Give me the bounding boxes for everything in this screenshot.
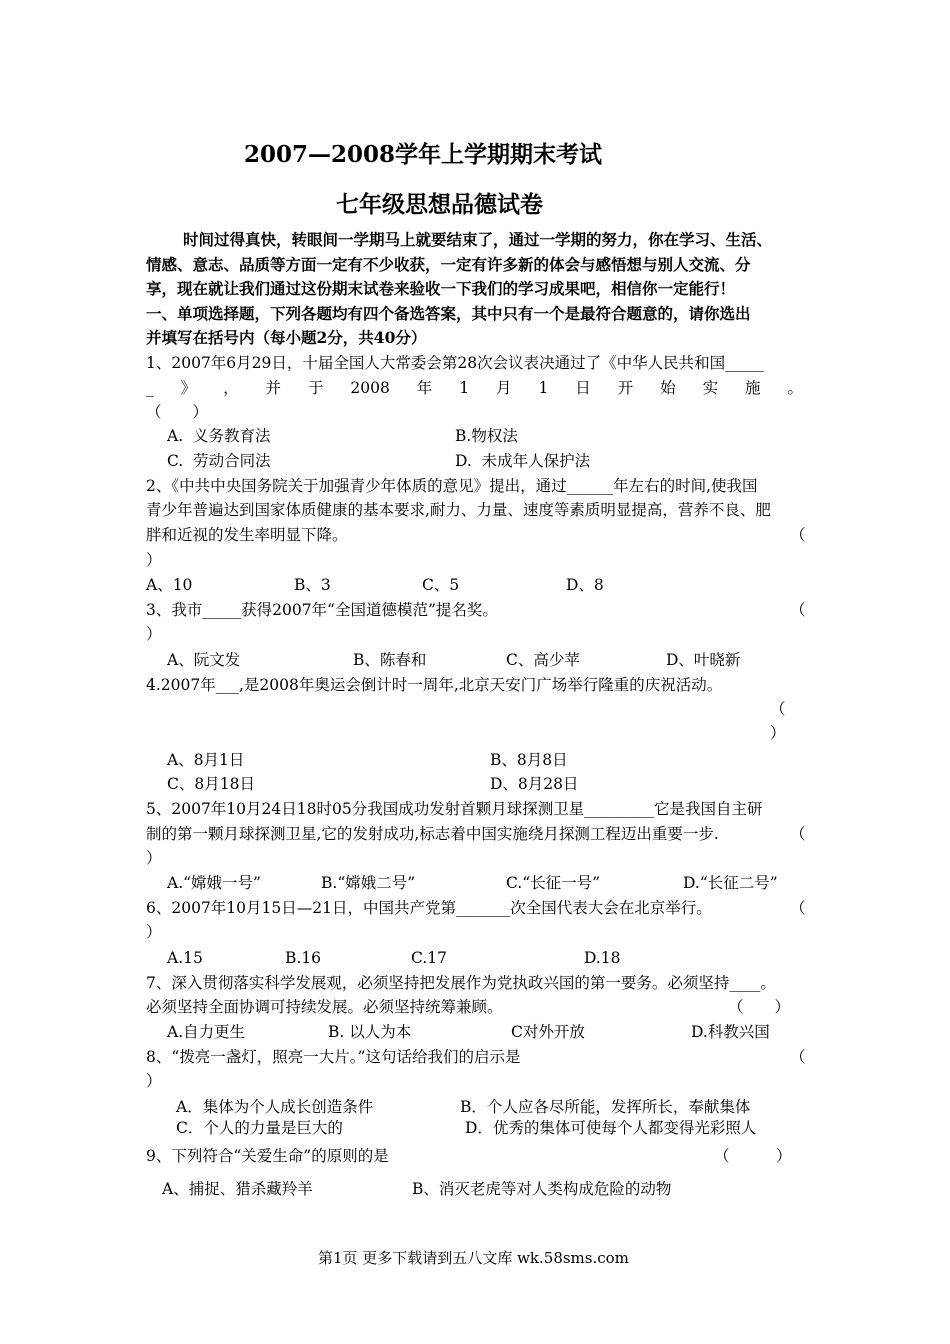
q1-token: 月 [496,379,512,397]
option-c: C对外开放 [511,1023,585,1041]
option-d: D、8 [566,576,604,594]
q1-token: 开 [617,379,634,397]
q1-token: _ [146,379,154,397]
question-4: 4.2007年___,是2008年奥运会倒计时一周年,北京天安门广场举行隆重的庆祝活动。 [146,676,723,694]
option-c: C、8月18日 [167,775,255,793]
option-a: A、8月1日 [167,751,245,769]
answer-paren-close[interactable]: ） [146,625,162,643]
intro-line: 享，现在就让我们通过这份期末试卷来验收一下我们的学习成果吧，相信你一定能行！ [146,279,736,298]
question-1: 1、2007年6月29日，十届全国人大常委会第28次会议表决通过了《中华人民共和国_____ [146,354,764,372]
answer-paren[interactable]: （ ） [728,998,791,1016]
q1-token: 1 [459,379,470,397]
option-a: A、阮文发 [167,651,241,669]
option-b: B.物权法 [455,427,518,445]
question-1-line2 [146,378,803,398]
option-a: A、捕捉、猎杀藏羚羊 [162,1180,313,1198]
q1-token: 日 [575,379,591,397]
option-c: C、5 [422,576,460,594]
q1-token: 1 [538,379,549,397]
option-d: D．优秀的集体可使每个人都变得光彩照人 [465,1119,757,1137]
option-b: B、3 [294,576,331,594]
option-d: D.“长征二号” [683,874,778,892]
q1-token: 》 [180,379,197,397]
option-c: C.17 [411,949,447,967]
answer-paren-close[interactable]: ） [146,1072,162,1090]
answer-paren-open[interactable]: （ [770,700,786,718]
question-6: 6、2007年10月15日—21日，中国共产党第_______次全国代表大会在北京举行。 [146,899,712,917]
option-a: A．集体为个人成长创造条件 [176,1098,374,1116]
answer-paren-close[interactable]: ） [770,724,786,742]
question-9: 9、下列符合“关爱生命”的原则的是 [146,1147,389,1165]
question-3: 3、我市_____获得2007年“全国道德模范”提名奖。 [146,601,498,619]
option-d: D、8月28日 [490,775,579,793]
answer-paren[interactable]: （ ） [146,403,209,421]
answer-paren-close[interactable]: ） [146,923,162,941]
option-a: A、10 [146,576,193,594]
q1-token: 2008 [350,379,390,397]
answer-paren-open[interactable]: （ [790,1048,806,1066]
option-d: D.科教兴国 [691,1023,770,1041]
option-d: D. 未成年人保护法 [455,452,591,470]
q1-token: 于 [307,379,324,397]
q1-token: 始 [660,379,676,397]
q1-token: 施 [745,379,761,397]
option-b: B、8月8日 [490,751,568,769]
question-2: 2、《中共中央国务院关于加强青少年体质的意见》提出，通过______年左右的时间,使我国 [146,477,758,495]
question-5: 5、2007年10月24日18时05分我国成功发射首颗月球探测卫星_________它是我国自主研 [146,800,763,818]
option-c: C.“长征一号” [506,874,601,892]
option-c: C. 劳动合同法 [167,452,271,470]
intro-line: 情感、意志、品质等方面一定有不少收获，一定有许多新的体会与感悟想与别人交流、分 [146,255,751,274]
intro-line: 时间过得真快，转眼间一学期马上就要结束了，通过一学期的努力，你在学习、生活、 [183,230,773,249]
answer-paren-open[interactable]: （ [790,825,806,843]
option-c: C、高少苹 [506,651,580,669]
answer-paren-close[interactable]: ） [146,551,162,569]
option-d: D.18 [584,949,621,967]
option-a: A. 义务教育法 [167,427,271,445]
option-b: B.“嫦娥二号” [321,874,416,892]
section-heading: 一、单项选择题，下列各题均有四个备选答案，其中只有一个是最符合题意的，请你选出 [146,304,751,323]
question-5: 制的第一颗月球探测卫星,它的发射成功,标志着中国实施绕月探测工程迈出重要一步. [146,825,719,843]
answer-paren-open[interactable]: （ [790,526,806,544]
option-b: B、消灭老虎等对人类构成危险的动物 [412,1180,672,1198]
answer-paren[interactable]: （ ） [714,1147,792,1165]
option-b: B．个人应各尽所能，发挥所长，奉献集体 [460,1098,751,1116]
option-a: A.15 [167,949,203,967]
section-heading: 并填写在括号内（每小题2分，共40分） [146,328,427,347]
q1-token: 年 [416,379,433,397]
option-c: C．个人的力量是巨大的 [176,1119,343,1137]
question-2: 青少年普遍达到国家体质健康的基本要求,耐力、力量、速度等素质明显提高，营养不良、肥 [146,501,771,519]
answer-paren-open[interactable]: （ [790,601,806,619]
q1-token: ， [223,379,239,397]
option-a: A.“嫦娥一号” [167,874,261,892]
question-7: 7、深入贯彻落实科学发展观，必须坚持把发展作为党执政兴国的第一要务。必须坚持____。 [146,974,776,992]
answer-paren-open[interactable]: （ [790,899,806,917]
option-b: B.16 [285,949,322,967]
option-b: B、陈春和 [353,651,427,669]
exam-title: 2007—2008学年上学期期末考试 [244,141,603,168]
option-d: D、叶晓新 [666,651,741,669]
q1-token: 。 [787,379,803,397]
q1-token: 并 [265,379,282,397]
question-8: 8、“拨亮一盏灯，照亮一大片。”这句话给我们的启示是 [146,1048,521,1066]
answer-paren-close[interactable]: ） [146,849,162,867]
exam-subtitle: 七年级思想品德试卷 [336,191,543,218]
q1-token: 实 [702,379,719,397]
question-7: 必须坚持全面协调可持续发展。必须坚持统筹兼顾。 [146,998,503,1016]
page-footer: 第1页 更多下载请到五八文库 wk.58sms.com [318,1249,629,1267]
option-a: A.自力更生 [167,1023,246,1041]
option-b: B. 以人为本 [328,1023,412,1041]
question-2: 胖和近视的发生率明显下降。 [146,526,348,544]
